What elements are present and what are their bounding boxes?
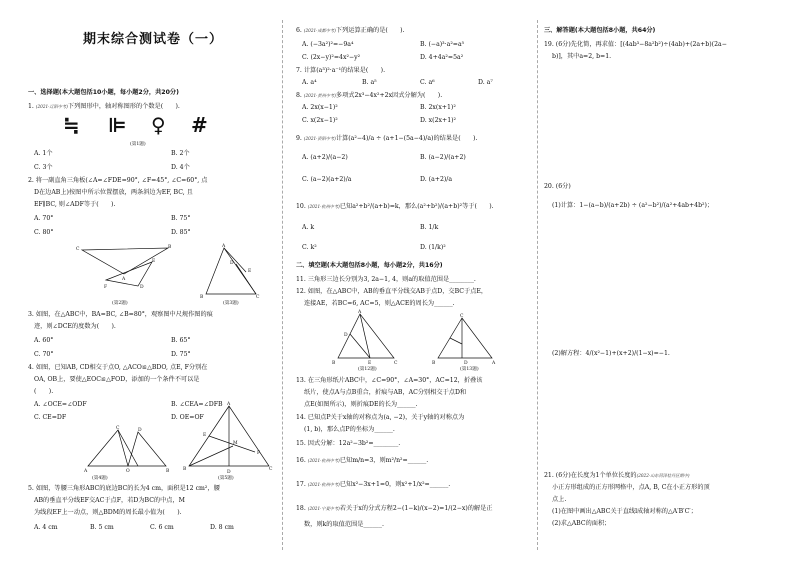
svg-text:D: D	[230, 261, 234, 266]
q1-option-b: B. 2个	[171, 150, 190, 157]
q3-option-c: C. 70°	[34, 351, 54, 358]
section-fill-heading: 二、填空题(本大题包括8小题，每小题2分，共16分)	[296, 262, 443, 269]
q4-option-b: B. ∠CEA=∠DFB	[171, 401, 223, 408]
q4-option-a: A. ∠OCE=∠ODF	[34, 401, 87, 408]
q7-option-a: A. a⁴	[302, 79, 317, 86]
svg-text:F: F	[257, 451, 261, 456]
svg-text:B: B	[332, 361, 336, 366]
q1-caption: (第1题)	[130, 142, 146, 147]
q5-option-c: C. 6 cm	[150, 524, 174, 531]
question-21-line-1: 21. (6分)在长度为1个单位长度的(2022·山东菏泽牡丹区期中)	[544, 472, 690, 479]
q6-option-c: C. (2x−y)²=4x²−y²	[302, 54, 361, 61]
svg-text:B: B	[168, 245, 172, 250]
question-13-line-3: 点E(如图所示)，则折痕DE的长为______.	[304, 401, 418, 408]
svg-text:D: D	[138, 428, 142, 433]
q7-option-d: D. a⁷	[478, 79, 493, 86]
q2-option-b: B. 75°	[171, 215, 191, 222]
svg-text:B: B	[200, 295, 204, 300]
question-14-line-2: (1, b)，那么点P的坐标为______.	[304, 426, 395, 433]
q4-caption: (第4题)	[92, 476, 108, 481]
q7-option-b: B. a⁵	[362, 79, 377, 86]
q10-option-a: A. k	[302, 224, 315, 231]
q8-option-d: D. x(2x+1)²	[420, 117, 457, 124]
question-4-line-1: 4. 如图，已知AB, CD相交于点O, △ACO≌△BDO, 点E, F分别在	[28, 364, 208, 371]
svg-text:C: C	[394, 361, 398, 366]
svg-text:B: B	[432, 361, 436, 366]
svg-text:C: C	[76, 247, 80, 252]
svg-text:A: A	[227, 402, 231, 407]
q10-option-c: C. k²	[302, 244, 317, 251]
question-16: 16. (2021·杭州中考)已知m/n=3，则m²/n²=______.	[296, 457, 429, 464]
q4-triangle-aco	[88, 430, 128, 466]
svg-text:C: C	[269, 467, 273, 472]
svg-text:E: E	[152, 259, 156, 264]
column-divider	[282, 20, 283, 550]
question-2-line-2: D在边AB上)按图中所示位置摆放，两条斜边为EF, BC, 且	[34, 189, 193, 196]
q10-option-d: D. (1/k)²	[420, 244, 446, 251]
question-5-line-2: AB的垂直平分线EF交AC于点F，若D为BC的中点，M	[34, 497, 186, 504]
question-3-line-2: 迹，则∠DCE的度数为( ).	[34, 323, 116, 330]
q5-option-b: B. 5 cm	[90, 524, 114, 531]
q9-option-d: D. (a+2)/a	[420, 176, 453, 183]
q6-option-b: B. (−a)³·a²=a⁵	[420, 41, 465, 48]
question-17: 17. (2021·杭州中考)已知x²−3x+1=0，则x²+1/x²=______.	[296, 481, 451, 488]
q1-symbol-2: ⊫	[108, 113, 127, 137]
svg-text:A: A	[492, 361, 496, 366]
svg-text:M: M	[233, 441, 238, 446]
q2-triangle-def	[106, 262, 152, 286]
q3-bisector-line	[236, 264, 256, 294]
question-3-line-1: 3. 如图，在△ABC中，BA=BC, ∠B=80°，观察图中尺规作图的痕	[28, 311, 213, 318]
q9-option-a: A. (a+2)/(a−2)	[302, 154, 348, 161]
q8-option-a: A. 2x(x−1)²	[302, 104, 338, 111]
question-14-line-1: 14. 已知点P关于x轴的对称点为(a, −2)，关于y轴的对称点为	[296, 414, 465, 421]
q5-option-d: D. 8 cm	[210, 524, 234, 531]
svg-text:C: C	[116, 426, 120, 431]
question-18-line-2: 数，则k的取值范围是______.	[304, 521, 384, 528]
q6-option-a: A. (−3a²)²=−9a⁴	[302, 41, 354, 48]
question-8: 8. (2021·贺州中考)多项式2x³−4x²+2x因式分解为( ).	[296, 92, 443, 99]
q1-symbol-1: ≒	[63, 113, 80, 137]
question-4-line-2: OA, OB上，要使△EOC≌△FOD，添加的一个条件不可以是	[34, 376, 200, 383]
q3-option-b: B. 65°	[171, 337, 191, 344]
svg-text:A: A	[122, 277, 126, 282]
svg-text:E: E	[203, 433, 207, 438]
q12-figure	[332, 310, 412, 366]
q3-caption: (第3题)	[223, 301, 239, 306]
q2-figure	[76, 240, 176, 300]
svg-text:A: A	[222, 244, 226, 249]
question-5-line-1: 5. 如图，等腰三角形ABC的底边BC的长为4 cm，面积是12 cm²，腰	[28, 485, 220, 492]
q9-option-c: C. (a−2)(a+2)/a	[302, 176, 352, 183]
question-10: 10. (2021·杭州中考)已知a²+b²/(a+b)=k，那么(a²+b²)/(a+b)²等于( ).	[296, 203, 494, 210]
question-13-line-1: 13. 在三角形纸片ABC中，∠C=90°，∠A=30°，AC=12，折叠该	[296, 377, 483, 384]
q4-figure	[78, 422, 173, 474]
q10-option-b: B. 1/k	[420, 224, 439, 231]
svg-text:C: C	[460, 314, 464, 319]
svg-text:A: A	[84, 469, 88, 474]
q12-caption: (第12题)	[358, 367, 377, 372]
question-15: 15. 因式分解：12a²−3b²=________.	[296, 440, 401, 447]
q1-symbol-4: #	[191, 113, 208, 137]
q13-caption: (第13题)	[460, 367, 479, 372]
question-4-line-3: ( ).	[34, 388, 54, 395]
q1-symbol-3: ♀	[151, 113, 166, 137]
question-12-line-1: 12. 如图，在△ABC中，AB的垂直平分线交AB于点D，交BC于点E，	[296, 288, 488, 295]
question-20-part-1: (1)计算：1−(a−b)/(a+2b) ÷ (a²−b²)/(a²+4ab+4b²)；	[552, 202, 714, 209]
q2-option-d: D. 85°	[171, 229, 191, 236]
svg-text:D: D	[227, 470, 231, 475]
q4-line-cd	[118, 430, 138, 466]
q3-figure	[196, 242, 276, 302]
question-19-line-1: 19. (6分)先化简，再求值：[(4ab³−8a²b²)÷(4ab)+(2a+b)(2a−	[544, 41, 727, 48]
question-18-line-1: 18. (2021·宁夏中考)若关于x的分式方程2−(1−k)/(x−2)=1/(2−x)的解是正	[296, 505, 493, 512]
q8-option-c: C. x(2x−1)²	[302, 117, 338, 124]
q4-option-c: C. CE=DF	[34, 414, 67, 421]
question-2-line-1: 2. 将一副直角三角板(∠A=∠FDE=90°, ∠F=45°, ∠C=60°, 点	[28, 177, 208, 184]
q13-triangle	[438, 318, 492, 358]
svg-text:B: B	[166, 469, 170, 474]
question-19-line-2: b)]，其中a=2, b=1.	[552, 53, 612, 60]
question-20-heading: 20. (6分)	[544, 183, 571, 190]
q4-triangle-bdo	[128, 432, 166, 466]
column-middle	[292, 0, 538, 561]
question-21-line-2: 小正方形组成的正方形网格中，点A, B, C在小正方形的顶	[552, 484, 710, 491]
q5-option-a: A. 4 cm	[34, 524, 58, 531]
question-2-line-3: EF∥BC, 则∠ADF等于( ).	[34, 201, 116, 208]
q6-option-d: D. 4+4a²=5a²	[420, 54, 464, 61]
q13-fold-line	[450, 338, 462, 344]
question-9: 9. (2021·资阳中考)计算(a²−4)/a ÷ (a+1−(5a−4)/a)的结果是( ).	[296, 135, 478, 142]
q5-perpendicular-bisector	[209, 436, 255, 452]
question-21-part-1: (1)在图中画出△ABC关于直线l成轴对称的△A′B′C′；	[552, 508, 697, 515]
question-5-line-3: 为线段EF上一动点，则△BDM的周长最小值为( ).	[34, 509, 182, 516]
svg-text:O: O	[126, 469, 130, 474]
section-solve-heading: 三、解答题(本大题包括8小题，共64分)	[544, 27, 656, 34]
q2-option-a: A. 70°	[34, 215, 54, 222]
q2-option-c: C. 80°	[34, 229, 54, 236]
column-left	[28, 0, 273, 561]
q1-option-d: D. 4个	[171, 164, 190, 171]
q9-option-b: B. (a−2)/(a+2)	[420, 154, 466, 161]
q2-caption: (第2题)	[112, 301, 128, 306]
q1-option-c: C. 3个	[34, 164, 53, 171]
svg-text:A: A	[358, 310, 362, 315]
question-11: 11. 三角形三边长分别为3, 2a−1, 4，则a的取值范围是________.	[296, 276, 476, 283]
q3-construction-line	[224, 248, 246, 272]
question-12-line-2: 连接AE，若BC=6, AC=5，则△ACE的周长为______.	[304, 300, 455, 307]
svg-text:B: B	[183, 467, 187, 472]
q3-option-d: D. 75°	[171, 351, 191, 358]
column-right	[540, 0, 780, 561]
question-13-line-2: 纸片，使点A与点B重合，折痕与AB，AC分别相交于点D和	[304, 389, 467, 396]
question-21-part-2: (2)求△ABC的面积；	[552, 520, 611, 527]
svg-text:D: D	[464, 361, 468, 366]
q1-option-a: A. 1个	[34, 150, 53, 157]
question-6: 6. (2021·成都中考)下列运算正确的是( ).	[296, 27, 405, 34]
question-1: 1. (2021·辽阳中考)下列图形中，轴对称图形的个数是( ).	[28, 103, 180, 110]
question-7: 7. 计算(a³)²·a⁻¹的结果是( ).	[296, 67, 386, 74]
q5-figure	[181, 402, 271, 474]
q13-figure	[432, 314, 502, 364]
exam-title: 期末综合测试卷（一）	[83, 32, 224, 47]
question-20-part-2: (2)解方程：4/(x²−1)+(x+2)/(1−x)=−1.	[552, 350, 670, 357]
svg-text:E: E	[368, 361, 372, 366]
section-choice-heading: 一、选择题(本大题包括10小题，每小题2分，共20分)	[28, 89, 179, 96]
svg-text:D: D	[140, 285, 144, 290]
svg-text:C: C	[256, 295, 260, 300]
svg-text:D: D	[344, 333, 348, 338]
q3-option-a: A. 60°	[34, 337, 54, 344]
svg-text:F: F	[104, 285, 108, 290]
q7-option-c: C. a⁶	[420, 79, 435, 86]
svg-text:E: E	[248, 269, 252, 274]
question-21-line-3: 点上.	[552, 496, 567, 503]
q5-caption: (第5题)	[218, 476, 234, 481]
q4-option-d: D. OE=OF	[171, 414, 204, 421]
q8-option-b: B. 2x(x+1)²	[420, 104, 456, 111]
